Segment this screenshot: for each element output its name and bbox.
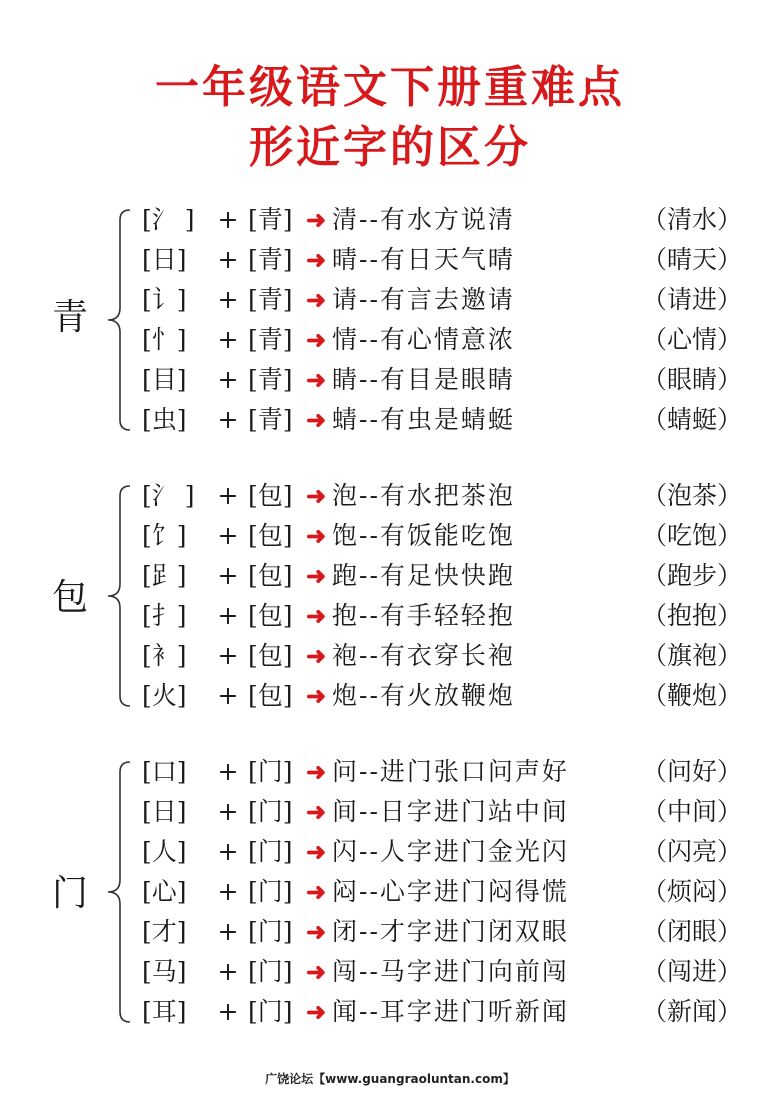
radical: [耳] (142, 997, 187, 1026)
base-char: [包] (248, 641, 293, 670)
arrow-icon: ➜ (306, 877, 327, 906)
plus-sign: + (217, 877, 239, 906)
example-word: （闪亮） (641, 837, 742, 866)
brace-bracket (104, 476, 134, 716)
arrow-icon: ➜ (306, 601, 327, 630)
radical: [目] (142, 365, 187, 394)
example-word: （泡茶） (641, 481, 742, 510)
arrow-icon: ➜ (306, 561, 327, 590)
page-title: 一年级语文下册重难点 (155, 62, 625, 113)
base-char: [青] (248, 325, 293, 354)
arrow-icon: ➜ (306, 365, 327, 394)
phrase: 蜻--有虫是蜻蜓 (332, 405, 515, 434)
phrase: 清--有水方说清 (332, 205, 515, 234)
group-qing (0, 200, 780, 440)
plus-sign: + (217, 481, 239, 510)
plus-sign: + (217, 365, 239, 394)
example-word: （闭眼） (641, 917, 742, 946)
plus-sign: + (217, 957, 239, 986)
list-item (142, 636, 742, 676)
phrase: 间--日字进门站中间 (332, 797, 569, 826)
plus-sign: + (217, 757, 239, 786)
list-item (142, 872, 742, 912)
example-word: （清水） (641, 205, 742, 234)
radical: [日] (142, 797, 187, 826)
list-item (142, 596, 742, 636)
base-char: [包] (248, 481, 293, 510)
phrase: 闻--耳字进门听新闻 (332, 997, 569, 1026)
base-char: [门] (248, 997, 293, 1026)
list-item (142, 320, 742, 360)
base-char: [青] (248, 205, 293, 234)
base-char: [门] (248, 757, 293, 786)
example-word: （鞭炮） (641, 681, 742, 710)
arrow-icon: ➜ (306, 757, 327, 786)
arrow-icon: ➜ (306, 917, 327, 946)
group-head-char: 青 (52, 297, 89, 338)
radical: [忄] (142, 325, 187, 354)
phrase: 跑--有足快快跑 (332, 561, 515, 590)
arrow-icon: ➜ (306, 285, 327, 314)
radical: [口] (142, 757, 187, 786)
arrow-icon: ➜ (306, 325, 327, 354)
list-item (142, 752, 742, 792)
phrase: 袍--有衣穿长袍 (332, 641, 515, 670)
plus-sign: + (217, 521, 239, 550)
list-item (142, 240, 742, 280)
example-word: （晴天） (641, 245, 742, 274)
radical: [火] (142, 681, 187, 710)
phrase: 炮--有火放鞭炮 (332, 681, 515, 710)
plus-sign: + (217, 325, 239, 354)
phrase: 泡--有水把茶泡 (332, 481, 515, 510)
radical: [人] (142, 837, 187, 866)
plus-sign: + (217, 797, 239, 826)
arrow-icon: ➜ (306, 797, 327, 826)
arrow-icon: ➜ (306, 245, 327, 274)
base-char: [包] (248, 601, 293, 630)
list-item (142, 792, 742, 832)
plus-sign: + (217, 405, 239, 434)
group-bao (0, 476, 780, 716)
radical: [扌] (142, 601, 187, 630)
arrow-icon: ➜ (306, 521, 327, 550)
example-word: （旗袍） (641, 641, 742, 670)
base-char: [包] (248, 681, 293, 710)
radical: [马] (142, 957, 187, 986)
list-item (142, 832, 742, 872)
base-char: [青] (248, 405, 293, 434)
list-item (142, 912, 742, 952)
brace-bracket (104, 200, 134, 440)
radical: [衤] (142, 641, 187, 670)
list-item (142, 556, 742, 596)
phrase: 睛--有目是眼睛 (332, 365, 515, 394)
list-item (142, 360, 742, 400)
base-char: [青] (248, 245, 293, 274)
arrow-icon: ➜ (306, 837, 327, 866)
radical: [虫] (142, 405, 187, 434)
group-head-char: 门 (52, 873, 89, 914)
base-char: [青] (248, 285, 293, 314)
phrase: 问--进门张口问声好 (332, 757, 569, 786)
example-word: （抱抱） (641, 601, 742, 630)
arrow-icon: ➜ (306, 957, 327, 986)
list-item (142, 476, 742, 516)
phrase: 请--有言去邀请 (332, 285, 515, 314)
list-item (142, 676, 742, 716)
radical: [日] (142, 245, 187, 274)
example-word: （请进） (641, 285, 742, 314)
radical: [饣] (142, 521, 187, 550)
example-word: （问好） (641, 757, 742, 786)
base-char: [门] (248, 797, 293, 826)
radical: [𧾷] (142, 561, 187, 590)
arrow-icon: ➜ (306, 641, 327, 670)
list-item (142, 400, 742, 440)
footer-watermark: 广饶论坛【www.guangraoluntan.com】 (265, 1072, 515, 1086)
example-word: （中间） (641, 797, 742, 826)
list-item (142, 280, 742, 320)
base-char: [门] (248, 957, 293, 986)
base-char: [门] (248, 917, 293, 946)
example-word: （吃饱） (641, 521, 742, 550)
base-char: [青] (248, 365, 293, 394)
group-head-char: 包 (52, 577, 89, 618)
list-item (142, 516, 742, 556)
phrase: 闯--马字进门向前闯 (332, 957, 569, 986)
arrow-icon: ➜ (306, 481, 327, 510)
radical: [讠] (142, 285, 187, 314)
example-word: （眼睛） (641, 365, 742, 394)
list-item (142, 992, 742, 1032)
phrase: 闭--才字进门闭双眼 (332, 917, 569, 946)
arrow-icon: ➜ (306, 681, 327, 710)
phrase: 情--有心情意浓 (332, 325, 515, 354)
base-char: [包] (248, 561, 293, 590)
page-subtitle: 形近字的区分 (249, 122, 531, 173)
phrase: 晴--有日天气晴 (332, 245, 515, 274)
radical: [才] (142, 917, 187, 946)
plus-sign: + (217, 837, 239, 866)
list-item (142, 952, 742, 992)
example-word: （新闻） (641, 997, 742, 1026)
base-char: [门] (248, 877, 293, 906)
arrow-icon: ➜ (306, 205, 327, 234)
example-word: （闯进） (641, 957, 742, 986)
phrase: 抱--有手轻轻抱 (332, 601, 515, 630)
list-item (142, 200, 742, 240)
example-word: （蜻蜓） (641, 405, 742, 434)
plus-sign: + (217, 285, 239, 314)
arrow-icon: ➜ (306, 997, 327, 1026)
brace-bracket (104, 752, 134, 1032)
radical: [氵 ] (142, 205, 195, 234)
plus-sign: + (217, 205, 239, 234)
plus-sign: + (217, 245, 239, 274)
group-men (0, 752, 780, 1032)
example-word: （心情） (641, 325, 742, 354)
base-char: [包] (248, 521, 293, 550)
example-word: （跑步） (641, 561, 742, 590)
arrow-icon: ➜ (306, 405, 327, 434)
base-char: [门] (248, 837, 293, 866)
radical: [心] (142, 877, 187, 906)
radical: [氵 ] (142, 481, 195, 510)
plus-sign: + (217, 561, 239, 590)
phrase: 闪--人字进门金光闪 (332, 837, 569, 866)
phrase: 饱--有饭能吃饱 (332, 521, 515, 550)
phrase: 闷--心字进门闷得慌 (332, 877, 569, 906)
plus-sign: + (217, 997, 239, 1026)
plus-sign: + (217, 917, 239, 946)
plus-sign: + (217, 601, 239, 630)
plus-sign: + (217, 681, 239, 710)
plus-sign: + (217, 641, 239, 670)
example-word: （烦闷） (641, 877, 742, 906)
